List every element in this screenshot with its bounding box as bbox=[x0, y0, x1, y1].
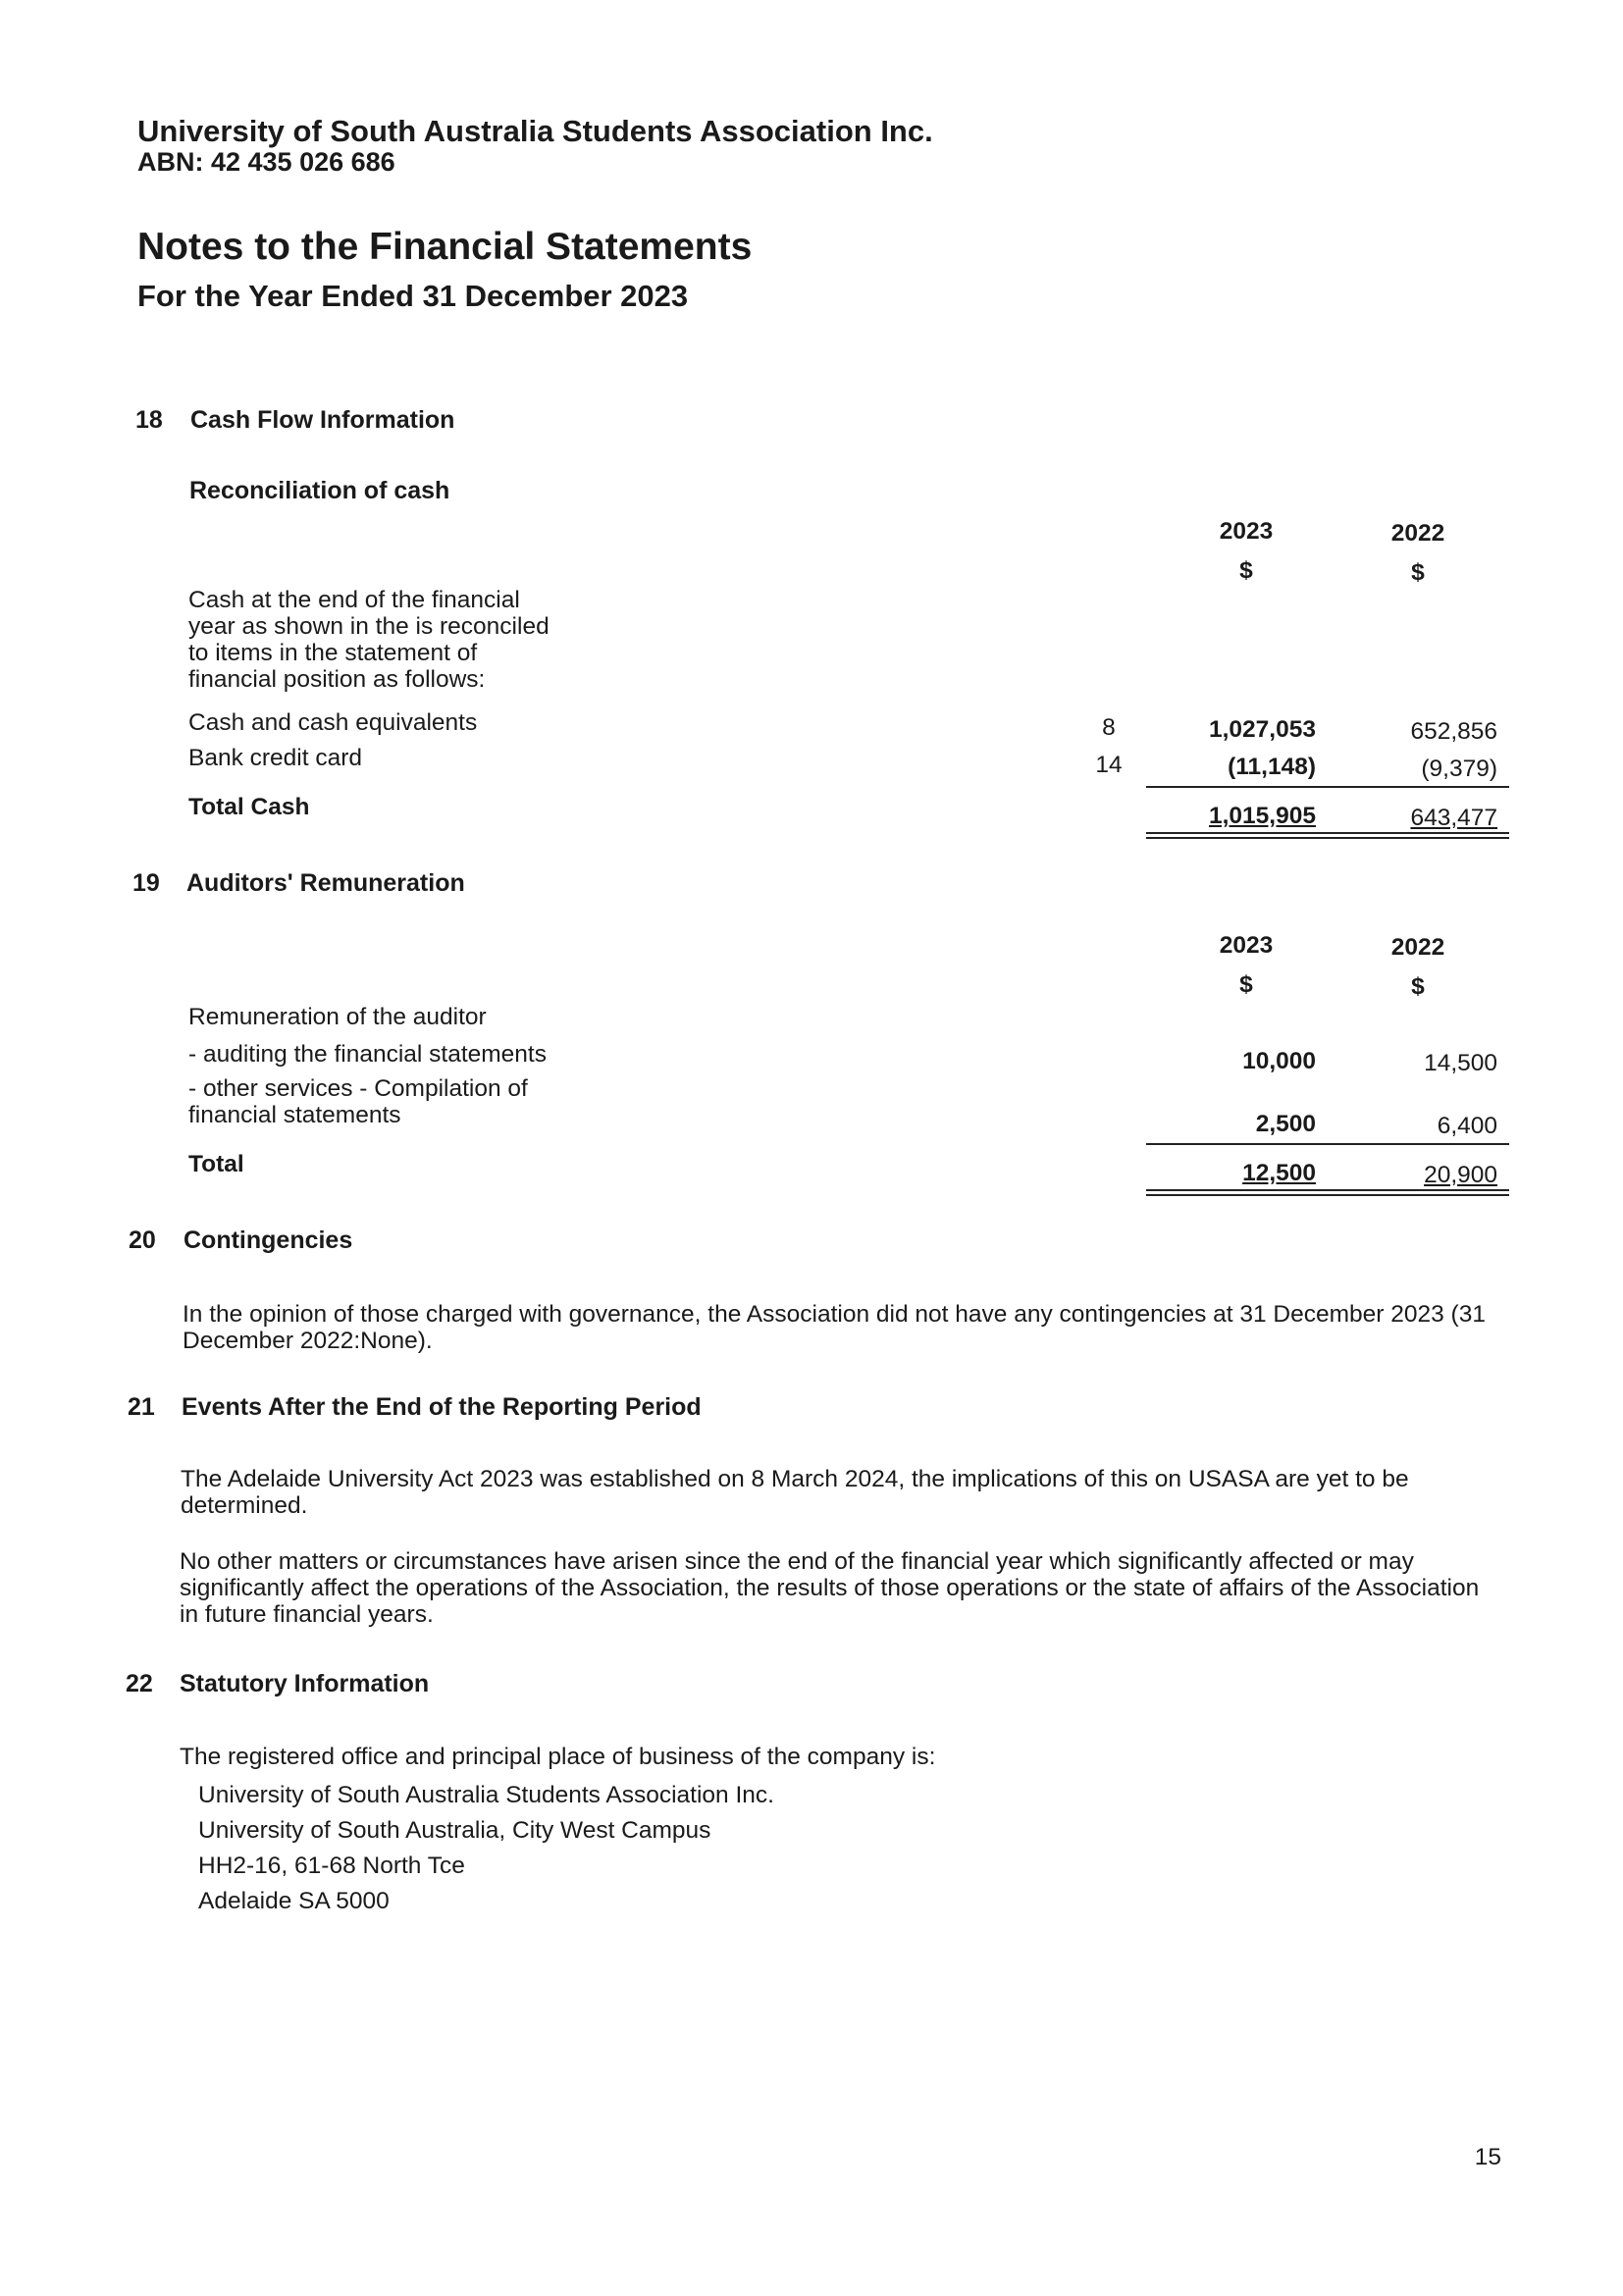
note-22-number: 22 bbox=[126, 1670, 153, 1697]
total-double-rule bbox=[1146, 1189, 1509, 1191]
note-18-row-label: Cash and cash equivalents bbox=[188, 709, 478, 736]
note-21-heading: Events After the End of the Reporting Period bbox=[182, 1393, 702, 1421]
note-19-col-2023: 2023 bbox=[1219, 932, 1274, 959]
total-double-rule bbox=[1146, 832, 1509, 834]
note-20-heading: Contingencies bbox=[183, 1226, 353, 1254]
note-19-currency-2022: $ bbox=[1411, 973, 1425, 1000]
abn: ABN: 42 435 026 686 bbox=[137, 147, 395, 177]
address-line: Adelaide SA 5000 bbox=[198, 1888, 390, 1914]
note-19-number: 19 bbox=[132, 869, 160, 897]
note-19-row-2022: 14,500 bbox=[1424, 1050, 1497, 1076]
total-double-rule bbox=[1146, 1194, 1509, 1196]
subtotal-rule bbox=[1146, 1143, 1509, 1145]
note-20-text: In the opinion of those charged with governance, the Association did not have any contingencies at 31 December 2023 (31 December 2022:None). bbox=[183, 1301, 1486, 1354]
page-number: 15 bbox=[1474, 2144, 1501, 2170]
note-19-row2-label-line: financial statements bbox=[188, 1102, 401, 1128]
note-19-row-label: - auditing the financial statements bbox=[188, 1041, 547, 1068]
note-19-row-2023: 2,500 bbox=[1255, 1111, 1316, 1137]
note-21-paragraph-1: The Adelaide University Act 2023 was established on 8 March 2024, the implications of this on USASA are yet to be determined. bbox=[181, 1466, 1409, 1519]
page-subtitle: For the Year Ended 31 December 2023 bbox=[137, 279, 689, 313]
note-18-total-2023: 1,015,905 bbox=[1209, 803, 1316, 829]
note-19-row-2023: 10,000 bbox=[1242, 1048, 1316, 1074]
note-18-intro-line: to items in the statement of bbox=[188, 640, 478, 666]
note-18-total-2022: 643,477 bbox=[1410, 805, 1497, 831]
note-21-paragraph-2: No other matters or circumstances have arisen since the end of the financial year which significantly affected or may significantly affect the operations of the Association, the results of those operations or the state of affairs of the Association in future financial years. bbox=[180, 1548, 1480, 1628]
note-22-intro: The registered office and principal place of business of the company is: bbox=[180, 1744, 936, 1770]
note-18-col-2023: 2023 bbox=[1219, 518, 1274, 545]
note-18-currency-2023: $ bbox=[1239, 557, 1253, 584]
note-21-number: 21 bbox=[128, 1393, 155, 1421]
note-19-row-2022: 6,400 bbox=[1437, 1113, 1497, 1139]
note-18-heading: Cash Flow Information bbox=[190, 406, 455, 434]
note-18-intro bbox=[188, 587, 550, 693]
note-18-row-note: 8 bbox=[1102, 714, 1116, 741]
note-18-number: 18 bbox=[135, 406, 163, 434]
note-19-col-2022: 2022 bbox=[1390, 934, 1445, 961]
note-18-intro-line: Cash at the end of the financial bbox=[188, 587, 520, 613]
note-19-total-label: Total bbox=[188, 1151, 244, 1177]
registered-address bbox=[198, 1778, 774, 1919]
note-18-row-note: 14 bbox=[1095, 752, 1123, 778]
note-19-total-2023: 12,500 bbox=[1242, 1160, 1316, 1186]
note-19-row2-label-line: - other services - Compilation of bbox=[188, 1075, 528, 1102]
organisation-name: University of South Australia Students Association Inc. bbox=[137, 114, 933, 148]
note-18-row-2022: 652,856 bbox=[1410, 718, 1497, 745]
page-title: Notes to the Financial Statements bbox=[137, 226, 753, 268]
note-18-intro-line: financial position as follows: bbox=[188, 666, 486, 693]
note-22-heading: Statutory Information bbox=[180, 1670, 430, 1697]
note-19-currency-2023: $ bbox=[1239, 971, 1253, 998]
note-18-row-2022: (9,379) bbox=[1421, 756, 1497, 782]
note-18-subheading: Reconciliation of cash bbox=[189, 477, 450, 504]
note-20-number: 20 bbox=[129, 1226, 156, 1254]
address-line: HH2-16, 61-68 North Tce bbox=[198, 1852, 465, 1879]
note-18-row-2023: 1,027,053 bbox=[1209, 716, 1316, 743]
note-18-intro-line: year as shown in the is reconciled bbox=[188, 613, 550, 640]
note-18-col-2022: 2022 bbox=[1390, 520, 1445, 547]
address-line: University of South Australia Students Association Inc. bbox=[198, 1782, 774, 1808]
note-18-total-label: Total Cash bbox=[188, 794, 310, 820]
note-19-total-2022: 20,900 bbox=[1424, 1162, 1497, 1188]
note-18-currency-2022: $ bbox=[1411, 559, 1425, 586]
note-19-row2-label bbox=[188, 1075, 528, 1128]
total-double-rule bbox=[1146, 837, 1509, 839]
note-18-row-label: Bank credit card bbox=[188, 745, 363, 771]
note-19-heading: Auditors' Remuneration bbox=[186, 869, 465, 897]
address-line: University of South Australia, City West Campus bbox=[198, 1817, 711, 1844]
subtotal-rule bbox=[1146, 786, 1509, 788]
note-18-row-2023: (11,148) bbox=[1228, 754, 1316, 780]
note-19-intro: Remuneration of the auditor bbox=[188, 1004, 487, 1030]
